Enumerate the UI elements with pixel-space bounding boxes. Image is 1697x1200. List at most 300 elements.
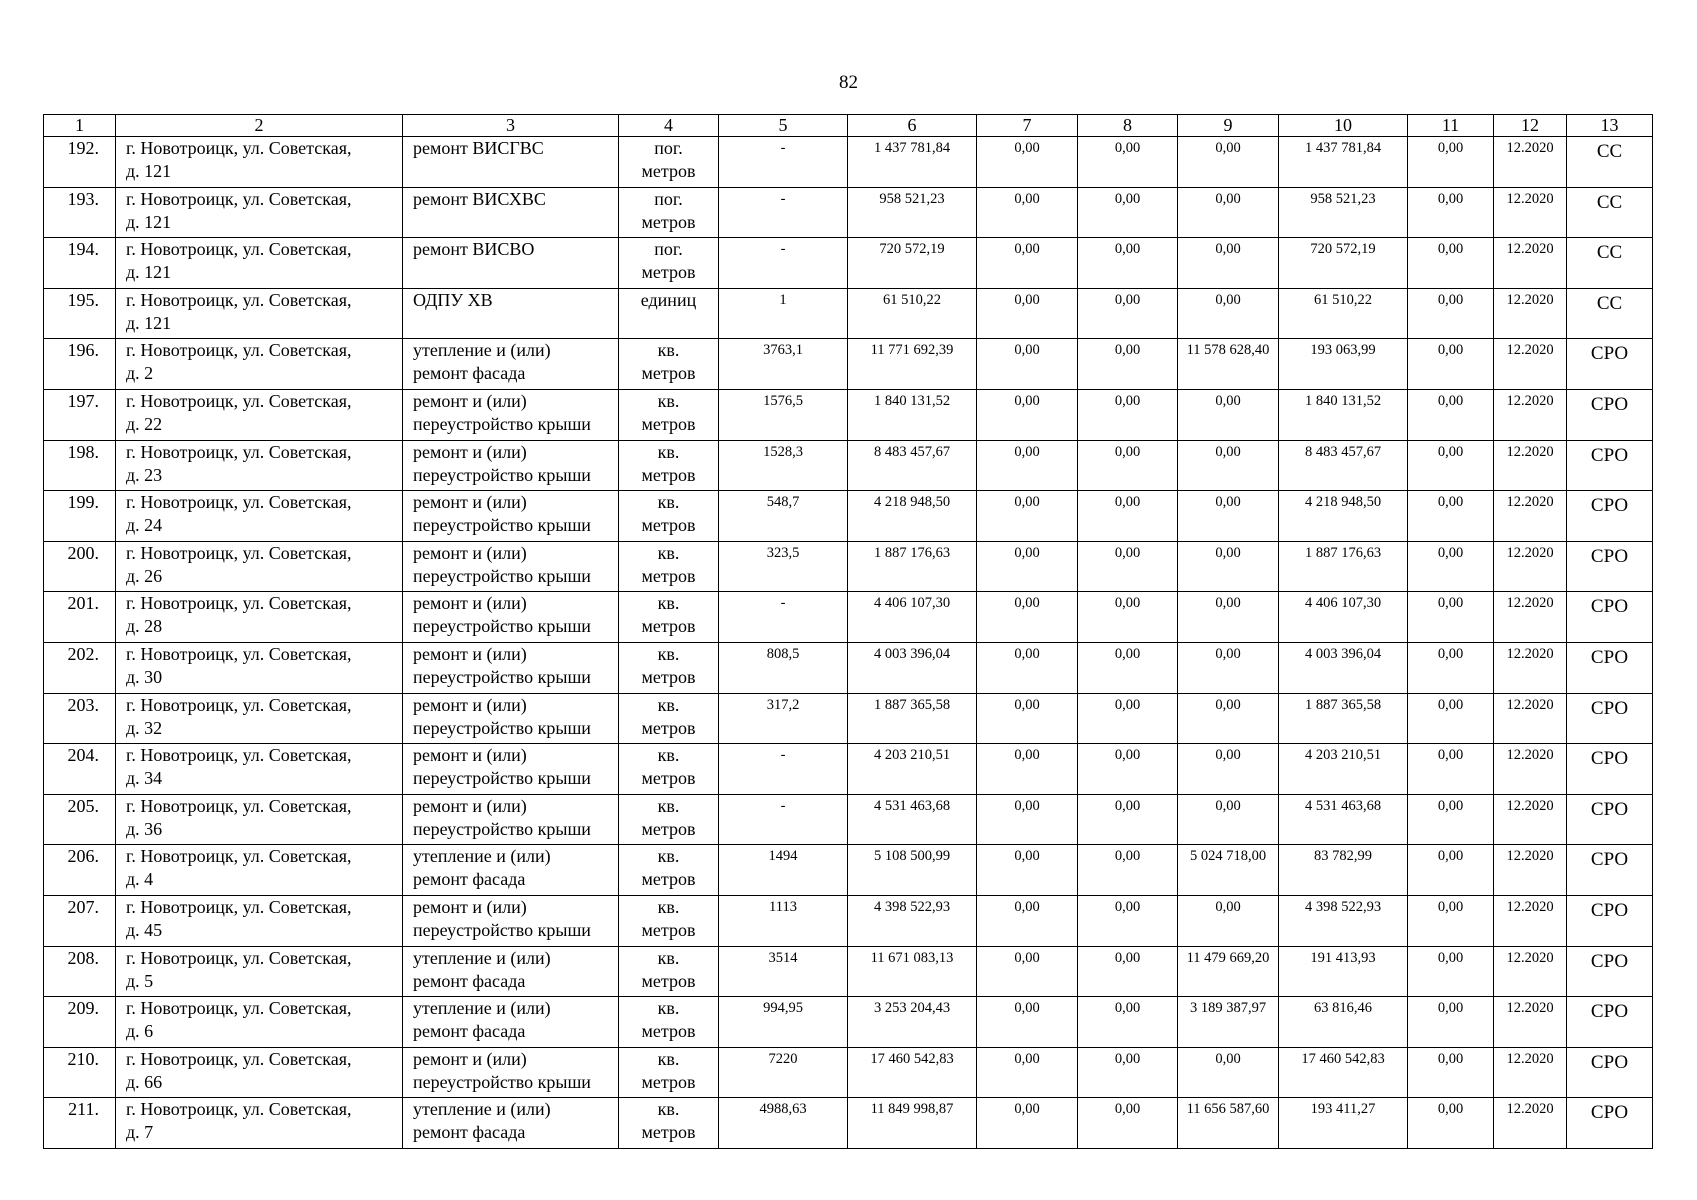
method-code-cell (1567, 642, 1653, 693)
col11-cell-text: 0,00 (1437, 241, 1464, 258)
work-type-cell-text: ремонт и (или) (413, 694, 527, 715)
col9-cell (1178, 592, 1279, 643)
table-row (44, 845, 1653, 896)
unit-cell-text: метров (641, 1071, 696, 1092)
total-cost-cell (848, 997, 977, 1048)
method-code-cell-text: СРО (1590, 1001, 1629, 1023)
work-type-cell (403, 491, 619, 542)
total-cost-cell-text: 11 849 998,87 (870, 1101, 954, 1118)
col10-cell-text: 4 203 210,51 (1304, 747, 1382, 764)
method-code-cell (1567, 491, 1653, 542)
address-cell (116, 187, 403, 238)
col8-cell-text: 0,00 (1114, 140, 1141, 156)
table-row (44, 946, 1653, 997)
column-header-11: 11 (1408, 115, 1494, 137)
unit-cell (619, 339, 719, 390)
col10-cell-text: 191 413,93 (1310, 949, 1376, 966)
row-number-cell-text: 198. (67, 441, 99, 462)
work-type-cell-text: ремонт фасада (413, 1021, 526, 1042)
work-type-cell (403, 389, 619, 440)
table-row (44, 440, 1653, 491)
method-code-cell (1567, 946, 1653, 997)
col9-cell-text: 11 479 669,20 (1186, 949, 1270, 966)
row-number-cell (44, 794, 116, 845)
address-cell (116, 541, 403, 592)
col11-cell (1408, 997, 1494, 1048)
date-cell-text: 12.2020 (1506, 645, 1554, 662)
date-cell (1494, 238, 1567, 289)
unit-cell-text: пог. (654, 239, 683, 260)
col10-cell-text: 1 887 365,58 (1304, 696, 1382, 713)
volume-cell-text: 3763,1 (763, 342, 803, 359)
row-number-cell (44, 541, 116, 592)
address-cell (116, 592, 403, 643)
table-row (44, 997, 1653, 1048)
work-type-cell (403, 440, 619, 491)
col11-cell (1408, 1098, 1494, 1149)
method-code-cell (1567, 389, 1653, 440)
date-cell-text: 12.2020 (1506, 1101, 1554, 1118)
col11-cell-text: 0,00 (1437, 1101, 1464, 1118)
work-type-cell-text: утепление и (или) (413, 1099, 551, 1120)
unit-cell-text: метров (641, 1122, 696, 1143)
address-cell-text: г. Новотроицк, ул. Советская, (126, 947, 352, 968)
method-code-cell (1567, 288, 1653, 339)
row-number-cell-text: 209. (67, 998, 99, 1019)
volume-cell-text: 1576,5 (763, 392, 803, 409)
unit-cell-text: пог. (654, 138, 683, 158)
method-code-cell-text: СС (1596, 191, 1623, 213)
col8-cell-text: 0,00 (1114, 241, 1141, 258)
work-type-cell (403, 1047, 619, 1098)
col10-cell (1279, 794, 1408, 845)
col8-cell (1078, 541, 1178, 592)
method-code-cell-text: СС (1596, 242, 1623, 264)
date-cell (1494, 642, 1567, 693)
col10-cell-text: 63 816,46 (1314, 1000, 1372, 1017)
work-type-cell (403, 137, 619, 188)
method-code-cell (1567, 440, 1653, 491)
method-code-cell-text: СС (1596, 141, 1623, 162)
unit-cell (619, 845, 719, 896)
col9-cell-text: 0,00 (1215, 140, 1241, 156)
address-cell-text: г. Новотроицк, ул. Советская, (126, 441, 352, 462)
total-cost-cell-text: 11 771 692,39 (870, 342, 954, 359)
col9-cell-text: 0,00 (1215, 392, 1241, 409)
method-code-cell-text: СРО (1590, 798, 1629, 820)
volume-cell-text: 317,2 (766, 696, 800, 713)
unit-cell-text: единиц (640, 289, 697, 310)
col11-cell (1408, 693, 1494, 744)
col10-cell-text: 83 782,99 (1314, 848, 1372, 865)
address-cell-text: г. Новотроицк, ул. Советская, (126, 846, 352, 867)
col9-cell-text: 0,00 (1215, 291, 1241, 308)
date-cell-text: 12.2020 (1506, 443, 1554, 460)
total-cost-cell (848, 794, 977, 845)
address-cell-text: г. Новотроицк, ул. Советская, (126, 340, 352, 361)
unit-cell-text: кв. (657, 1048, 680, 1069)
work-type-cell-text: переустройство крыши (413, 919, 591, 940)
date-cell-text: 12.2020 (1506, 1050, 1554, 1067)
col10-cell-text: 1 887 176,63 (1304, 544, 1382, 561)
col10-cell-text: 1 840 131,52 (1304, 392, 1382, 409)
col7-cell (977, 541, 1078, 592)
col11-cell-text: 0,00 (1437, 140, 1464, 156)
col10-cell (1279, 339, 1408, 390)
col7-cell-text: 0,00 (1014, 443, 1040, 460)
col8-cell-text: 0,00 (1114, 392, 1141, 409)
address-cell-text: д. 32 (126, 717, 163, 738)
address-cell-text: г. Новотроицк, ул. Советская, (126, 643, 352, 664)
address-cell (116, 744, 403, 795)
col7-cell (977, 137, 1078, 188)
total-cost-cell-text: 8 483 457,67 (873, 443, 951, 460)
date-cell (1494, 946, 1567, 997)
col7-cell-text: 0,00 (1014, 342, 1040, 359)
total-cost-cell-text: 17 460 542,83 (870, 1050, 954, 1067)
date-cell (1494, 693, 1567, 744)
address-cell-text: г. Новотроицк, ул. Советская, (126, 188, 352, 209)
col8-cell (1078, 389, 1178, 440)
date-cell-text: 12.2020 (1506, 392, 1554, 409)
address-cell-text: д. 28 (126, 616, 163, 637)
method-code-cell (1567, 997, 1653, 1048)
method-code-cell (1567, 1098, 1653, 1149)
column-header-8: 8 (1078, 115, 1178, 137)
row-number-cell-text: 194. (67, 239, 99, 260)
unit-cell-text: метров (641, 161, 696, 181)
address-cell-text: д. 121 (126, 211, 172, 232)
total-cost-cell (848, 288, 977, 339)
work-type-cell-text: ремонт и (или) (413, 643, 527, 664)
row-number-cell (44, 592, 116, 643)
method-code-cell (1567, 693, 1653, 744)
total-cost-cell-text: 1 840 131,52 (873, 392, 951, 409)
method-code-cell-text: СРО (1590, 849, 1629, 871)
total-cost-cell (848, 137, 977, 188)
col9-cell-text: 0,00 (1215, 443, 1241, 460)
date-cell-text: 12.2020 (1506, 747, 1554, 764)
col9-cell-text: 0,00 (1215, 190, 1241, 207)
table-row (44, 541, 1653, 592)
total-cost-cell (848, 187, 977, 238)
work-type-cell-text: ремонт фасада (413, 363, 526, 384)
address-cell (116, 1047, 403, 1098)
address-cell-text: д. 22 (126, 413, 163, 434)
unit-cell (619, 693, 719, 744)
total-cost-cell (848, 592, 977, 643)
method-code-cell (1567, 592, 1653, 643)
col8-cell (1078, 895, 1178, 946)
method-code-cell-text: СРО (1590, 495, 1629, 517)
work-type-cell-text: ремонт и (или) (413, 896, 527, 917)
col9-cell-text: 5 024 718,00 (1189, 848, 1267, 865)
col10-cell (1279, 187, 1408, 238)
col10-cell-text: 720 572,19 (1310, 241, 1376, 258)
total-cost-cell-text: 720 572,19 (879, 241, 945, 258)
col7-cell (977, 288, 1078, 339)
address-cell-text: г. Новотроицк, ул. Советская, (126, 1048, 352, 1069)
col8-cell-text: 0,00 (1114, 342, 1141, 359)
col11-cell-text: 0,00 (1437, 1050, 1464, 1067)
col7-cell (977, 845, 1078, 896)
row-number-cell-text: 200. (67, 542, 99, 563)
total-cost-cell-text: 4 398 522,93 (873, 898, 951, 915)
date-cell-text: 12.2020 (1506, 848, 1554, 865)
unit-cell-text: кв. (657, 1099, 680, 1120)
column-header-7: 7 (977, 115, 1078, 137)
address-cell (116, 389, 403, 440)
col9-cell (1178, 744, 1279, 795)
col8-cell (1078, 946, 1178, 997)
col9-cell (1178, 642, 1279, 693)
col10-cell (1279, 389, 1408, 440)
volume-cell (719, 137, 848, 188)
column-header-13: 13 (1567, 115, 1653, 137)
unit-cell-text: метров (641, 262, 696, 283)
column-header-3: 3 (403, 115, 619, 137)
column-header-9: 9 (1178, 115, 1279, 137)
total-cost-cell (848, 491, 977, 542)
address-cell (116, 288, 403, 339)
col10-cell-text: 4 398 522,93 (1304, 898, 1382, 915)
date-cell-text: 12.2020 (1506, 291, 1554, 308)
col11-cell-text: 0,00 (1437, 443, 1464, 460)
address-cell-text: г. Новотроицк, ул. Советская, (126, 896, 352, 917)
total-cost-cell (848, 895, 977, 946)
col8-cell-text: 0,00 (1114, 949, 1141, 966)
work-type-cell-text: переустройство крыши (413, 768, 591, 789)
col7-cell (977, 339, 1078, 390)
volume-cell-text: 1113 (769, 898, 797, 915)
volume-cell-text: - (780, 797, 786, 814)
date-cell-text: 12.2020 (1506, 190, 1554, 207)
col11-cell-text: 0,00 (1437, 291, 1464, 308)
unit-cell-text: кв. (657, 492, 680, 513)
unit-cell-text: кв. (657, 441, 680, 462)
row-number-cell (44, 440, 116, 491)
method-code-cell (1567, 1047, 1653, 1098)
work-type-cell (403, 946, 619, 997)
total-cost-cell (848, 389, 977, 440)
volume-cell-text: 7220 (768, 1050, 798, 1067)
col8-cell-text: 0,00 (1114, 443, 1141, 460)
address-cell-text: г. Новотроицк, ул. Советская, (126, 1099, 352, 1120)
total-cost-cell-text: 1 887 365,58 (873, 696, 951, 713)
method-code-cell (1567, 137, 1653, 188)
col9-cell-text: 0,00 (1215, 645, 1241, 662)
col10-cell-text: 61 510,22 (1314, 291, 1372, 308)
col10-cell (1279, 744, 1408, 795)
work-type-cell-text: утепление и (или) (413, 340, 551, 361)
unit-cell (619, 137, 719, 188)
unit-cell (619, 541, 719, 592)
col8-cell-text: 0,00 (1114, 696, 1141, 713)
unit-cell-text: кв. (657, 542, 680, 563)
total-cost-cell (848, 744, 977, 795)
col7-cell-text: 0,00 (1014, 797, 1040, 814)
address-cell-text: д. 5 (126, 970, 154, 991)
total-cost-cell (848, 238, 977, 289)
col7-cell-text: 0,00 (1014, 747, 1040, 764)
method-code-cell (1567, 187, 1653, 238)
unit-cell-text: метров (641, 211, 696, 232)
address-cell (116, 946, 403, 997)
row-number-cell-text: 208. (67, 947, 99, 968)
row-number-cell (44, 997, 116, 1048)
volume-cell-text: 808,5 (766, 645, 800, 662)
unit-cell (619, 440, 719, 491)
work-type-cell (403, 339, 619, 390)
volume-cell-text: 994,95 (763, 1000, 803, 1017)
unit-cell (619, 592, 719, 643)
unit-cell (619, 1047, 719, 1098)
volume-cell (719, 1098, 848, 1149)
work-type-cell-text: переустройство крыши (413, 666, 591, 687)
method-code-cell (1567, 895, 1653, 946)
unit-cell-text: метров (641, 413, 696, 434)
unit-cell-text: кв. (657, 643, 680, 664)
col9-cell-text: 3 189 387,97 (1189, 1000, 1267, 1017)
total-cost-cell (848, 541, 977, 592)
col11-cell (1408, 339, 1494, 390)
col9-cell (1178, 895, 1279, 946)
unit-cell (619, 187, 719, 238)
volume-cell-text: - (780, 140, 786, 156)
col9-cell-text: 0,00 (1215, 1050, 1241, 1067)
col9-cell-text: 11 578 628,40 (1186, 342, 1270, 359)
unit-cell-text: пог. (654, 188, 683, 209)
address-cell (116, 1098, 403, 1149)
row-number-cell-text: 193. (67, 188, 99, 209)
row-number-cell (44, 1047, 116, 1098)
work-type-cell-text: переустройство крыши (413, 1071, 591, 1092)
volume-cell-text: 323,5 (766, 544, 800, 561)
row-number-cell (44, 288, 116, 339)
table-row (44, 895, 1653, 946)
volume-cell-text: - (780, 241, 786, 258)
table-row (44, 1098, 1653, 1149)
col11-cell-text: 0,00 (1437, 696, 1464, 713)
volume-cell (719, 845, 848, 896)
row-number-cell (44, 389, 116, 440)
table-row (44, 794, 1653, 845)
col8-cell-text: 0,00 (1114, 190, 1141, 207)
col10-cell (1279, 137, 1408, 188)
work-type-cell-text: переустройство крыши (413, 413, 591, 434)
col9-cell (1178, 541, 1279, 592)
unit-cell (619, 997, 719, 1048)
col9-cell (1178, 238, 1279, 289)
address-cell-text: д. 26 (126, 565, 163, 586)
method-code-cell (1567, 541, 1653, 592)
work-type-cell-text: ремонт фасада (413, 1122, 526, 1143)
volume-cell-text: 1494 (768, 848, 798, 865)
row-number-cell (44, 339, 116, 390)
work-type-cell (403, 642, 619, 693)
volume-cell (719, 288, 848, 339)
volume-cell (719, 744, 848, 795)
col8-cell-text: 0,00 (1114, 544, 1141, 561)
volume-cell (719, 491, 848, 542)
address-cell-text: г. Новотроицк, ул. Советская, (126, 694, 352, 715)
col8-cell (1078, 339, 1178, 390)
work-type-cell-text: ремонт и (или) (413, 745, 527, 766)
col9-cell-text: 0,00 (1215, 898, 1241, 915)
unit-cell (619, 1098, 719, 1149)
col11-cell-text: 0,00 (1437, 392, 1464, 409)
total-cost-cell (848, 845, 977, 896)
address-cell (116, 845, 403, 896)
table-row (44, 339, 1653, 390)
date-cell (1494, 339, 1567, 390)
total-cost-cell-text: 4 203 210,51 (873, 747, 951, 764)
table-row (44, 288, 1653, 339)
col9-cell (1178, 137, 1279, 188)
method-code-cell (1567, 238, 1653, 289)
col9-cell-text: 0,00 (1215, 544, 1241, 561)
col11-cell-text: 0,00 (1437, 797, 1464, 814)
volume-cell-text: - (780, 595, 786, 612)
col9-cell (1178, 1098, 1279, 1149)
date-cell (1494, 1047, 1567, 1098)
table-row (44, 1047, 1653, 1098)
total-cost-cell (848, 1047, 977, 1098)
method-code-cell (1567, 744, 1653, 795)
work-type-cell-text: переустройство крыши (413, 616, 591, 637)
work-type-cell-text: переустройство крыши (413, 717, 591, 738)
date-cell (1494, 997, 1567, 1048)
col8-cell (1078, 997, 1178, 1048)
address-cell (116, 238, 403, 289)
col7-cell-text: 0,00 (1014, 848, 1040, 865)
col7-cell (977, 491, 1078, 542)
col8-cell (1078, 1047, 1178, 1098)
volume-cell (719, 187, 848, 238)
work-type-cell (403, 541, 619, 592)
method-code-cell-text: СРО (1590, 899, 1629, 921)
volume-cell (719, 895, 848, 946)
col11-cell-text: 0,00 (1437, 342, 1464, 359)
table-row (44, 744, 1653, 795)
col7-cell (977, 238, 1078, 289)
total-cost-cell-text: 1 437 781,84 (873, 140, 951, 156)
unit-cell-text: кв. (657, 593, 680, 614)
address-cell-text: г. Новотроицк, ул. Советская, (126, 795, 352, 816)
unit-cell-text: кв. (657, 795, 680, 816)
col11-cell-text: 0,00 (1437, 544, 1464, 561)
address-cell (116, 693, 403, 744)
col11-cell (1408, 137, 1494, 188)
row-number-cell (44, 1098, 116, 1149)
address-cell-text: г. Новотроицк, ул. Советская, (126, 138, 352, 158)
table-row (44, 137, 1653, 188)
row-number-cell-text: 197. (67, 390, 99, 411)
col8-cell (1078, 592, 1178, 643)
col7-cell-text: 0,00 (1014, 696, 1040, 713)
col9-cell-text: 11 656 587,60 (1186, 1101, 1270, 1118)
method-code-cell-text: СРО (1590, 545, 1629, 567)
work-type-cell-text: ремонт ВИСГВС (413, 138, 544, 158)
col8-cell (1078, 440, 1178, 491)
work-type-cell (403, 693, 619, 744)
col8-cell (1078, 288, 1178, 339)
address-cell-text: д. 30 (126, 666, 163, 687)
method-code-cell-text: СРО (1590, 444, 1629, 466)
col8-cell-text: 0,00 (1114, 1000, 1141, 1017)
address-cell-text: д. 6 (126, 1021, 154, 1042)
unit-cell-text: метров (641, 616, 696, 637)
